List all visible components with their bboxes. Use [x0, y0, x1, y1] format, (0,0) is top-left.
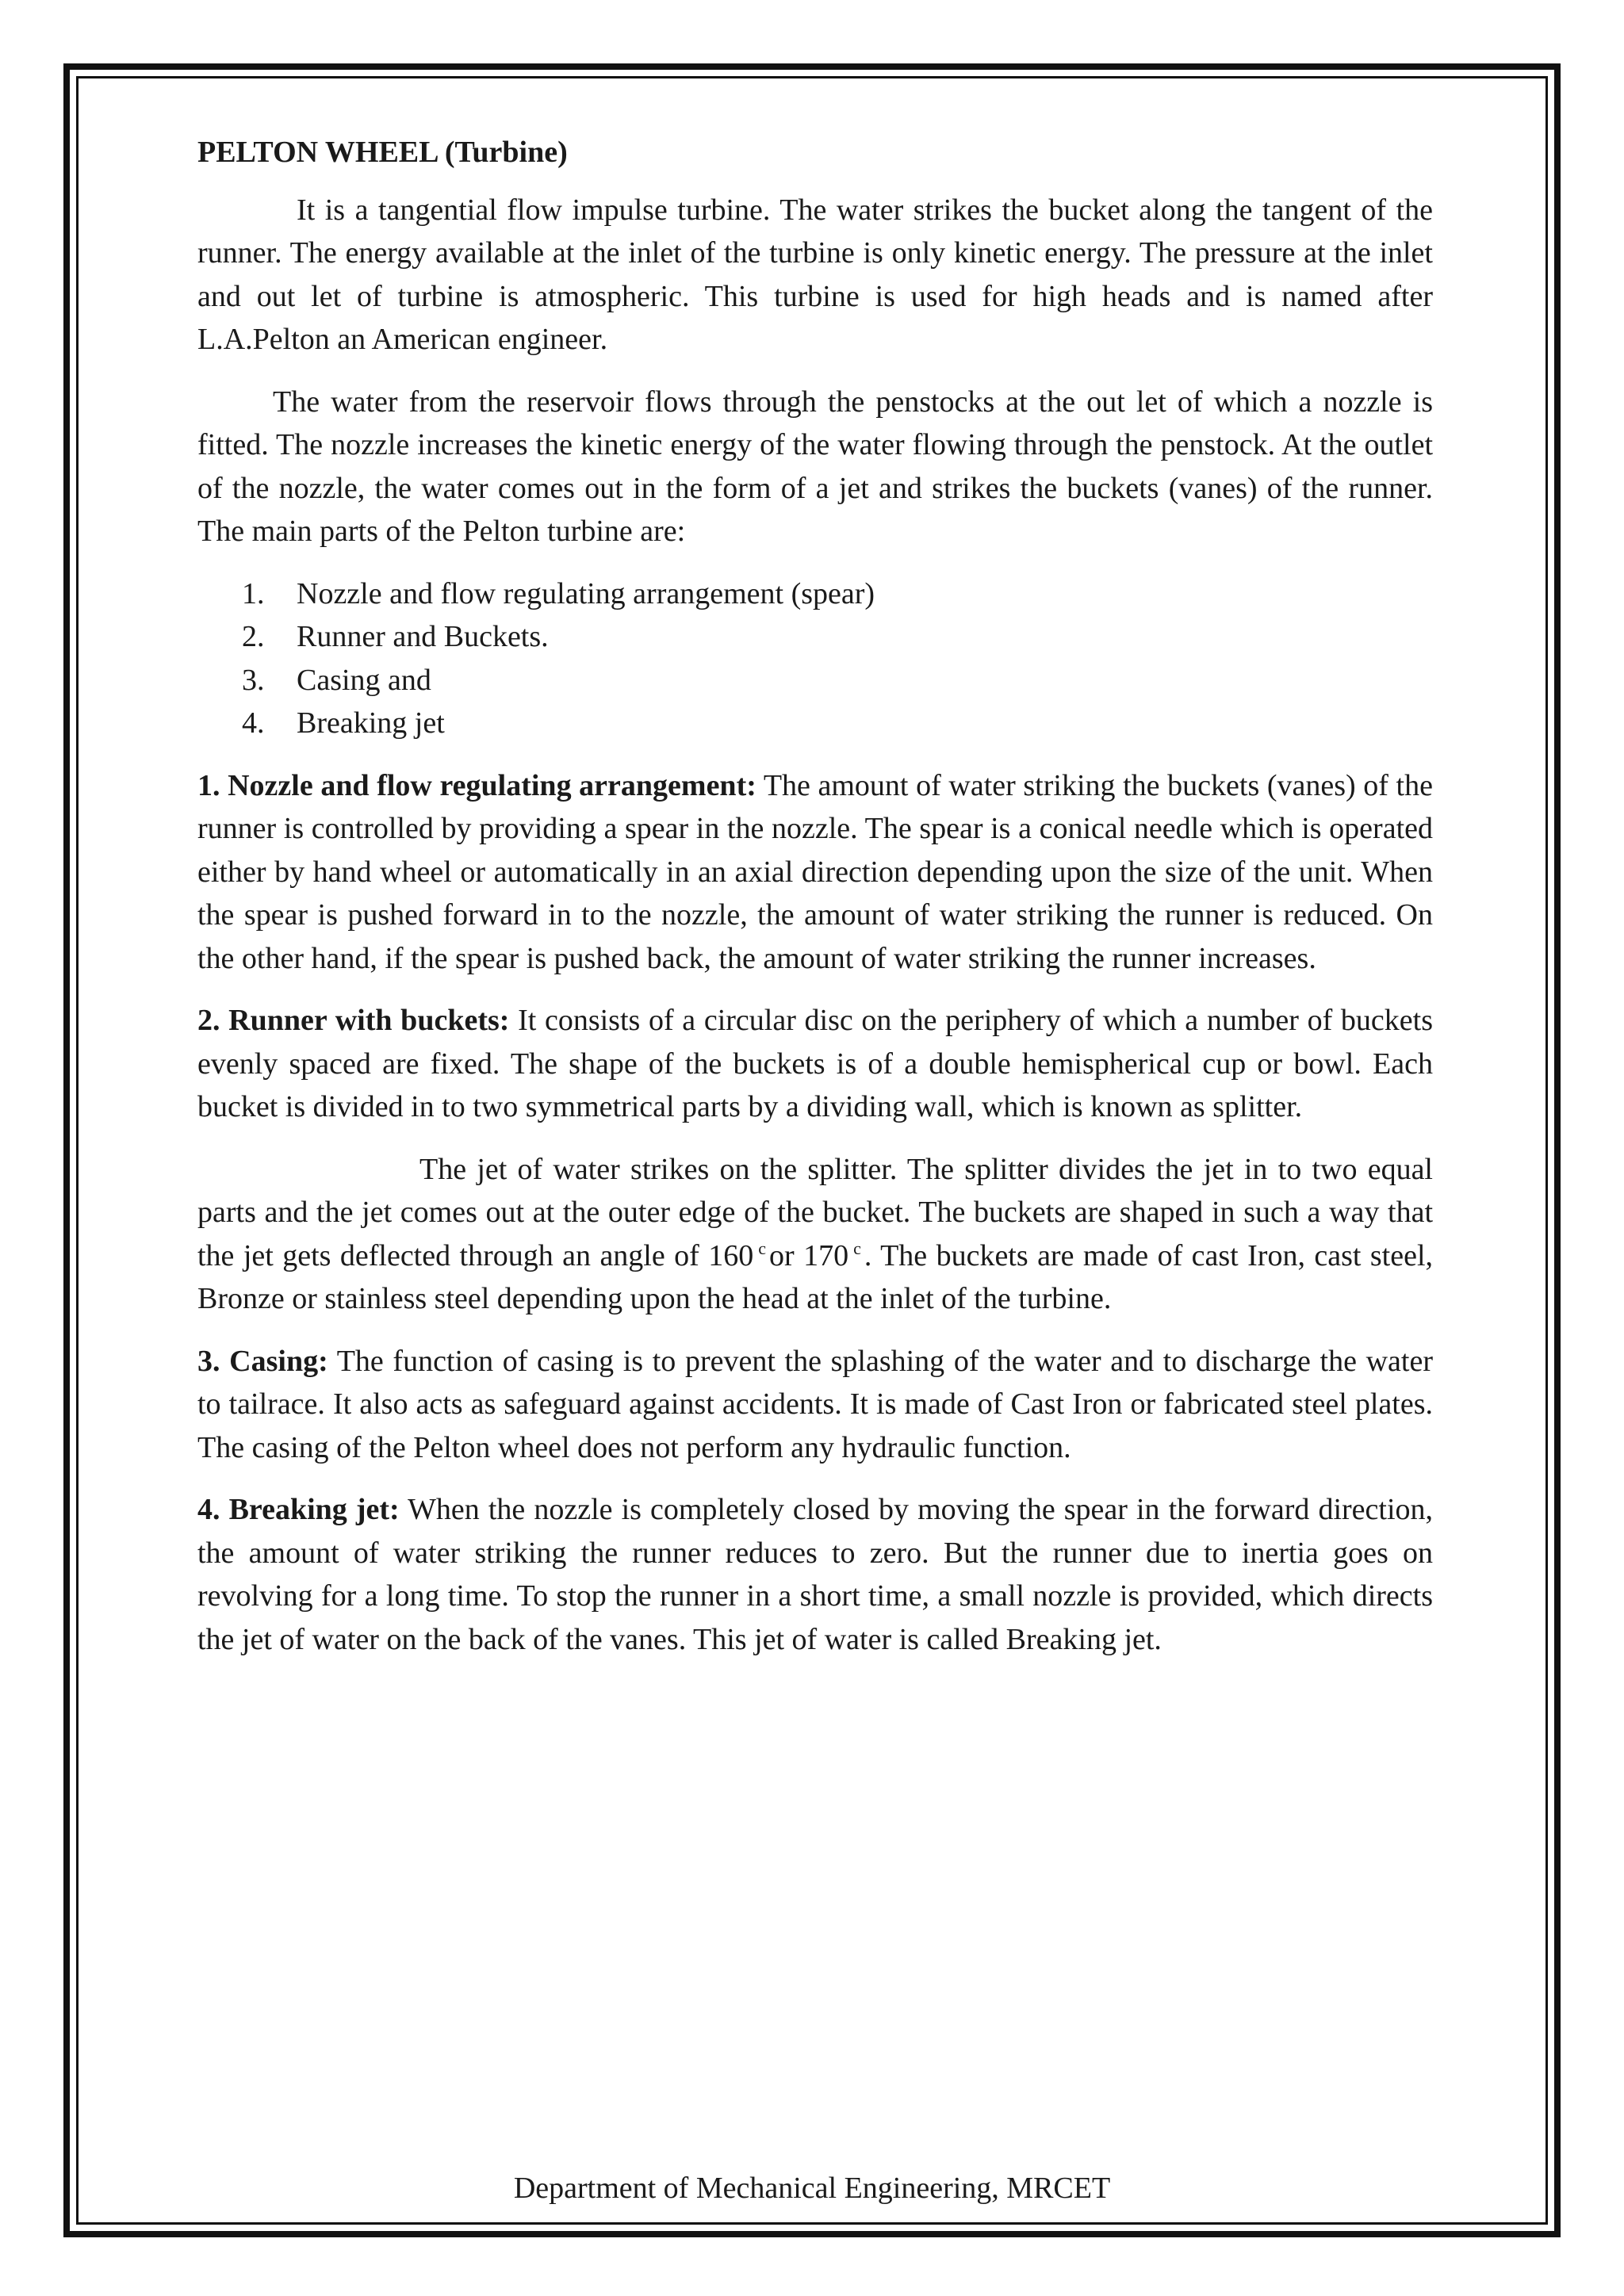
list-item-text: Breaking jet: [297, 706, 445, 740]
section-jet-paragraph: [197, 1148, 1433, 1321]
degree-symbol: c: [758, 1238, 766, 1258]
list-item: [197, 572, 1433, 616]
main-parts-list: [197, 572, 1433, 745]
section-breaking-jet-text: When the nozzle is completely closed by moving the spear in the forward direction, the amount of water striking the runner reduces to zero. But the runner due to inertia goes on revolving for a long time. To stop the runner in a short time, a small nozzle is provided, which directs the jet of water on the back of the vanes. This jet of water is called Breaking jet.: [197, 1493, 1434, 1656]
list-item: [197, 702, 1433, 745]
section-nozzle: [197, 764, 1433, 981]
list-item: [197, 615, 1433, 659]
intro-paragraph-2: The water from the reservoir flows through the penstocks at the out let of which a nozzle is fitted. The nozzle increases the kinetic energy of the water flowing through the penstock. At the outlet of the nozzle, the water comes out in the form of a jet and strikes the buckets (vanes) of the runner. The main parts of the Pelton turbine are:: [197, 385, 1433, 548]
section-runner: [197, 999, 1433, 1129]
page-title: PELTON WHEEL (Turbine): [197, 136, 568, 169]
section-breaking-jet: [197, 1488, 1433, 1661]
section-nozzle-heading: 1. Nozzle and flow regulating arrangement:: [197, 768, 756, 802]
jet-text-part-1: The jet of water strikes on the splitter. The splitter divides the jet in to two equal parts and the jet comes out at the outer edge of the bucket. The buckets are shaped in such a way that the jet gets deflected through an angle of 160: [197, 1152, 1433, 1272]
section-breaking-jet-heading: 4. Breaking jet:: [197, 1493, 400, 1526]
list-item-number: 4.: [242, 706, 265, 740]
intro-paragraph-1: It is a tangential flow impulse turbine. The water strikes the bucket along the tangent of the runner. The energy available at the inlet of the turbine is only kinetic energy. The pressure at the inlet and out let of turbine is atmospheric. This turbine is used for high heads and is named after L.A.Pelton an American engineer.: [197, 193, 1433, 356]
jet-text-part-3: . The buckets are made of cast Iron, cast steel, Bronze or stainless steel depending upon the head at the inlet of the turbine.: [197, 1238, 1434, 1315]
list-item-text: Casing and: [297, 663, 431, 697]
jet-text-part-2: or 170: [769, 1238, 849, 1272]
list-item: [197, 659, 1433, 702]
section-casing: [197, 1340, 1433, 1470]
list-item-number: 2.: [242, 620, 265, 653]
list-item-number: 1.: [242, 576, 265, 610]
section-casing-heading: 3. Casing:: [197, 1344, 328, 1378]
list-item-number: 3.: [242, 663, 265, 697]
section-runner-heading: 2. Runner with buckets:: [197, 1004, 510, 1037]
degree-symbol: c: [853, 1238, 861, 1258]
section-nozzle-text: The amount of water striking the buckets (vanes) of the runner is controlled by providing a spear in the nozzle. The spear is a conical needle which is operated either by hand wheel or automatically in an axial direction depending upon the size of the unit. When the spear is pushed forward in to the nozzle, the amount of water striking the runner is reduced. On the other hand, if the spear is pushed back, the amount of water striking the runner increases.: [197, 768, 1433, 975]
list-item-text: Runner and Buckets.: [297, 620, 549, 653]
list-item-text: Nozzle and flow regulating arrangement (spear): [297, 576, 875, 610]
section-casing-text: The function of casing is to prevent the splashing of the water and to discharge the water to tailrace. It also acts as safeguard against accidents. It is made of Cast Iron or fabricated steel plates. The casing of the Pelton wheel does not perform any hydraulic function.: [197, 1344, 1434, 1464]
page-footer: Department of Mechanical Engineering, MRCET: [513, 2172, 1111, 2205]
section-runner-text: It consists of a circular disc on the periphery of which a number of buckets evenly spaced are fixed. The shape of the buckets is of a double hemispherical cup or bowl. Each bucket is divided in to two symmetrical parts by a dividing wall, which is known as splitter.: [197, 1004, 1433, 1123]
document-body: [197, 131, 1433, 1680]
